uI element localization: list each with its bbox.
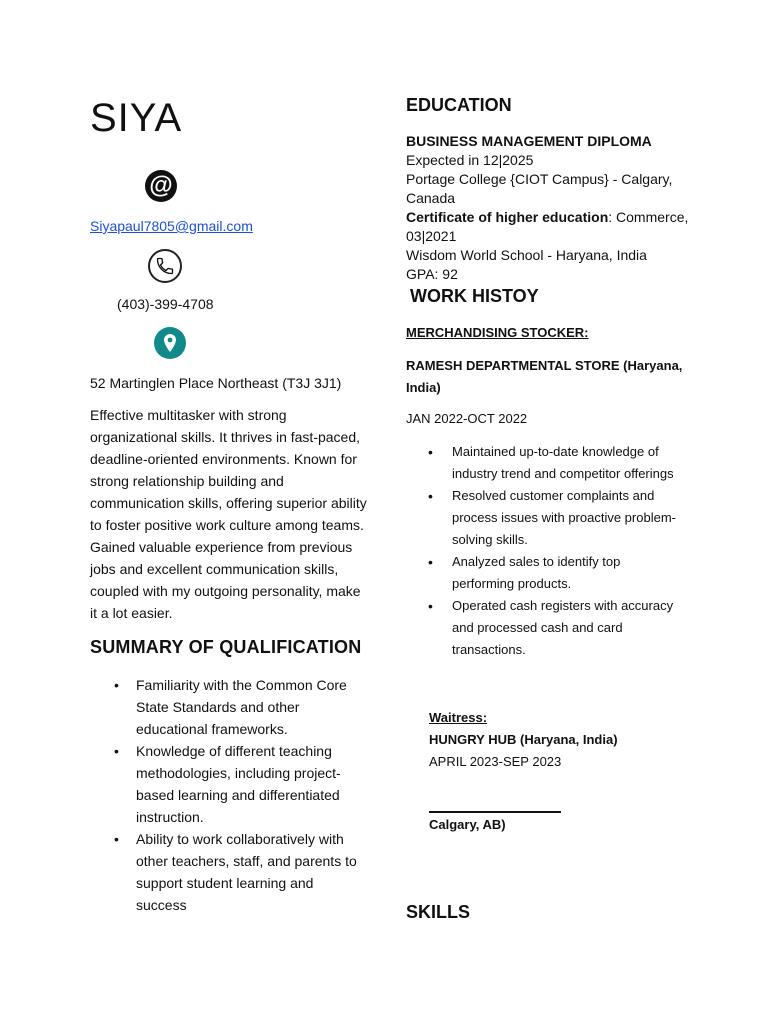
profile-summary: Effective multitasker with strong organizational skills. It thrives in fast-paced, deadline-oriented environments. Known for strong relationship building and communication skills, offering superior ability to foster positive work culture among teams. Gained valuable experience from previous jobs and excellent communication skills, coupled with my outgoing personality, make it a lot easier. (90, 407, 367, 621)
job-dates: APRIL 2023-SEP 2023 (429, 754, 562, 769)
list-item: • Analyzed sales to identify top performing products. (428, 551, 678, 595)
phone-number: (403)-399-4708 (117, 296, 214, 312)
education-heading: EDUCATION (406, 95, 512, 115)
gpa: GPA: 92 (406, 266, 458, 282)
location-pin-icon (154, 327, 186, 359)
qualifications-list (114, 674, 364, 916)
employer-name: HUNGRY HUB (Haryana, India) (429, 732, 618, 747)
list-item: • Maintained up-to-date knowledge of industry trend and competitor offerings (428, 441, 678, 485)
list-item: • Familiarity with the Common Core State Standards and other educational frameworks. (114, 674, 364, 740)
education-block (406, 132, 706, 284)
at-sign-icon: @ (145, 170, 177, 202)
work-history-heading: WORK HISTOY (410, 286, 539, 306)
diploma-title: BUSINESS MANAGEMENT DIPLOMA (406, 133, 652, 149)
phone-glyph (155, 256, 175, 276)
certificate-label: Certificate of higher education (406, 209, 609, 225)
job-title: Waitress: (429, 710, 488, 725)
address: 52 Martinglen Place Northeast (T3J 3J1) (90, 375, 342, 391)
job-dates: JAN 2022-OCT 2022 (406, 411, 528, 426)
job-duties-list (428, 441, 678, 661)
phone-icon (148, 249, 182, 283)
list-item: • Knowledge of different teaching methodologies, including project-based learning and differentiated instruction. (114, 740, 364, 828)
email-link[interactable]: Siyapaul7805@gmail.com (90, 218, 253, 234)
list-item: • Resolved customer complaints and process issues with proactive problem-solving skills. (428, 485, 678, 551)
certificate-line (406, 208, 706, 246)
job-title: MERCHANDISING STOCKER: (406, 325, 589, 340)
certificate-detail: : Commerce, 03|2021 (406, 209, 689, 244)
job-location: Calgary, AB) (429, 817, 506, 832)
candidate-name: SIYA (90, 96, 183, 140)
qualifications-heading: SUMMARY OF QUALIFICATION (90, 637, 362, 657)
school-name: Wisdom World School - Haryana, India (406, 247, 647, 263)
list-item: • Operated cash registers with accuracy and processed cash and card transactions. (428, 595, 678, 661)
skills-heading: SKILLS (406, 902, 471, 922)
divider (429, 811, 561, 813)
college-name: Portage College {CIOT Campus} - Calgary, Canada (406, 171, 673, 206)
employer-name: RAMESH DEPARTMENTAL STORE (Haryana, India) (406, 358, 683, 395)
pin-glyph (162, 333, 178, 353)
list-item: • Ability to work collaboratively with other teachers, staff, and parents to support student learning and success (114, 828, 364, 916)
diploma-expected: Expected in 12|2025 (406, 152, 534, 168)
